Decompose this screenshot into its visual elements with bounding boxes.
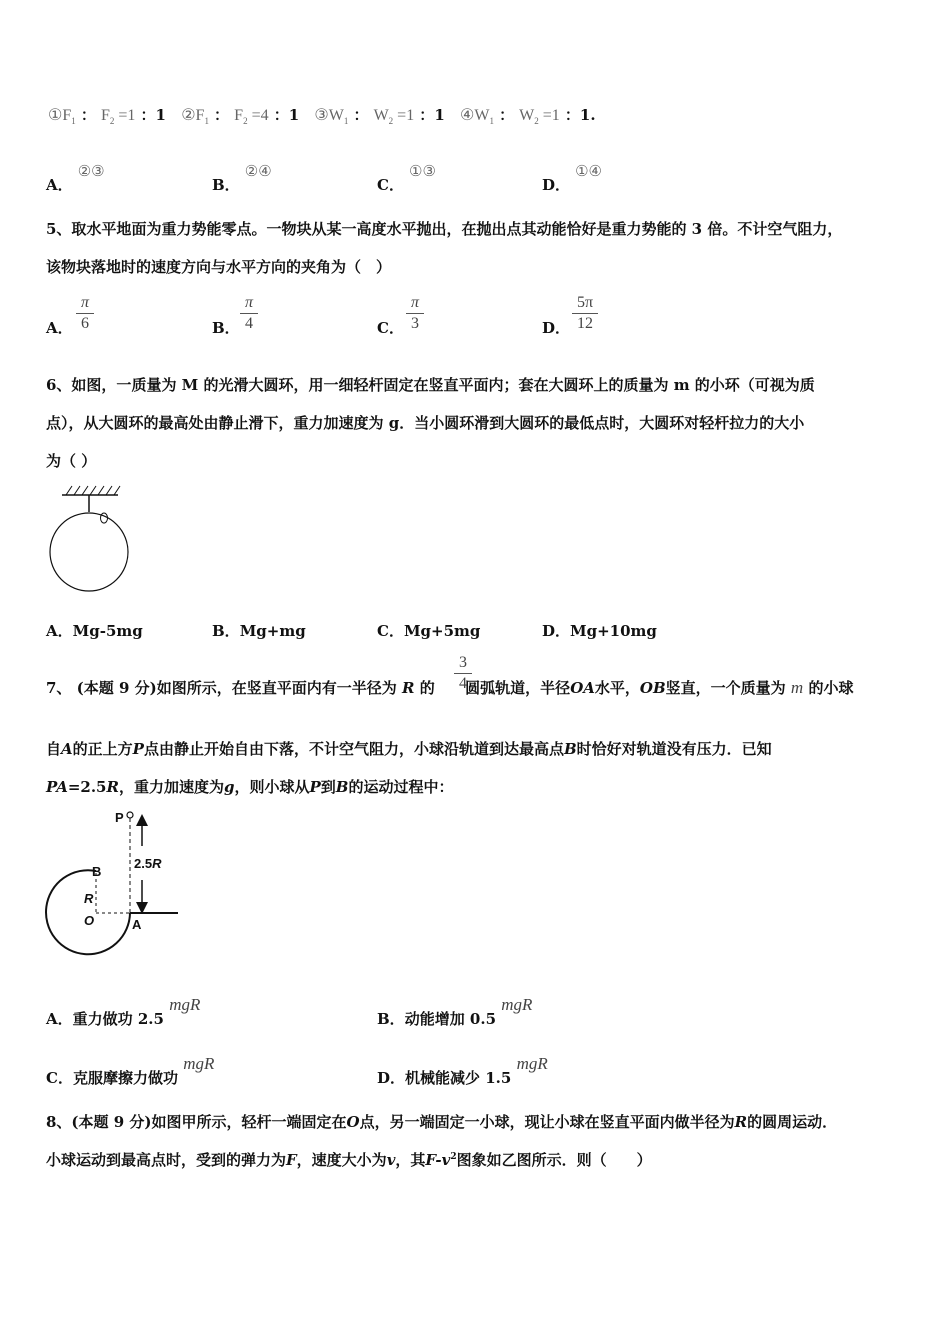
q4-option-d[interactable]: D． ①④ xyxy=(542,164,603,194)
ratio-statements: $①F_1$ ： $F_2 =1$ ：1 $②F_1$ ： $F_2 =4$ ：1 $③W_1$ ： $W_2 =1$ ：1 $④W_1$ ： $W_2 =1$ ：1. xyxy=(48,106,596,127)
ratio-2: $②F_1$ xyxy=(181,107,209,127)
q6-stem-line2: 点），从大圆环的最高处由静止滑下，重力加速度为 g．当小圆环滑到大圆环的最低点时，大圆环对轻杆拉力的大小 xyxy=(46,414,805,432)
q5-option-b-fraction[interactable]: π 4 xyxy=(240,294,258,333)
q6-option-c[interactable]: C．Mg+5mg xyxy=(377,622,481,640)
q8-stem-line1: 8、(本题 9 分)如图甲所示，轻杆一端固定在O点，另一端固定一小球，现让小球在竖直平面内做半径为R的圆周运动． xyxy=(46,1113,838,1131)
q6-stem-line1: 6、如图，一质量为 M 的光滑大圆环，用一细轻杆固定在竖直平面内；套在大圆环上的质量为 m 的小环（可视为质 xyxy=(46,376,815,394)
q5-stem-line2: 该物块落地时的速度方向与水平方向的夹角为（ ） xyxy=(46,258,392,276)
label-o: O xyxy=(84,913,95,928)
q6-option-d[interactable]: D．Mg+10mg xyxy=(542,622,657,640)
label-r: R xyxy=(84,891,94,906)
q7-option-b[interactable]: B．动能增加 0.5 mgR xyxy=(377,995,533,1028)
q5-option-d-label[interactable]: D． xyxy=(542,319,571,337)
ratio-3: $③W_1$ xyxy=(314,107,349,127)
q6-stem-line3: 为（ ） xyxy=(46,452,97,470)
q4-option-a[interactable]: A． ②③ xyxy=(46,164,105,194)
ratio-1: $①F_1$ xyxy=(48,107,76,127)
q7-option-a[interactable]: A．重力做功 2.5 mgR xyxy=(46,995,201,1028)
q5-option-a-label[interactable]: A． xyxy=(46,319,73,337)
label-b: B xyxy=(92,864,102,879)
q6-option-a[interactable]: A．Mg-5mg xyxy=(46,622,143,640)
q5-option-c-fraction[interactable]: π 3 xyxy=(406,294,424,333)
label-p: P xyxy=(115,810,124,825)
q4-option-b[interactable]: B． ②④ xyxy=(212,164,272,194)
q7-option-d[interactable]: D．机械能减少 1.5 mgR xyxy=(377,1054,548,1087)
q5-option-b-label[interactable]: B． xyxy=(212,319,240,337)
q5-option-d-fraction[interactable]: 5π 12 xyxy=(572,294,598,333)
q8-stem-line2: 小球运动到最高点时，受到的弹力为F，速度大小为v，其$F-v^2$图象如乙图所示．则（ ） xyxy=(46,1151,652,1169)
q5-option-c-label[interactable]: C． xyxy=(377,319,404,337)
q7-three-quarter-fraction: 3 4 xyxy=(454,654,472,693)
q5-stem-line1: 5、取水平地面为重力势能零点。一物块从某一高度水平抛出，在抛出点其动能恰好是重力势能的 3 倍。不计空气阻力， xyxy=(46,220,843,238)
q4-option-c[interactable]: C． ①③ xyxy=(377,164,436,194)
q7-stem-line3: PA=2.5R，重力加速度为g，则小球从P到B的运动过程中： xyxy=(46,778,454,796)
q7-option-c[interactable]: C．克服摩擦力做功 mgR xyxy=(46,1054,215,1087)
q5-option-a-fraction[interactable]: π 6 xyxy=(76,294,94,333)
q6-option-b[interactable]: B．Mg+mg xyxy=(212,622,306,640)
ball-p-icon xyxy=(127,812,133,818)
ratio-4: $④W_1$ xyxy=(460,107,494,127)
q7-stem-line1: 7、 (本题 9 分)如图所示，在竖直平面内有一半径为 R 的 圆弧轨道，半径OA水平，OB竖直，一个质量为 m 的小球 xyxy=(46,678,854,697)
q7-stem-line2: 自A的正上方P点由静止开始自由下落，不计空气阻力，小球沿轨道到达最高点B时恰好对轨道没有压力．已知 xyxy=(46,740,772,758)
label-a: A xyxy=(132,917,142,932)
label-distance: 2.5R xyxy=(134,856,162,871)
